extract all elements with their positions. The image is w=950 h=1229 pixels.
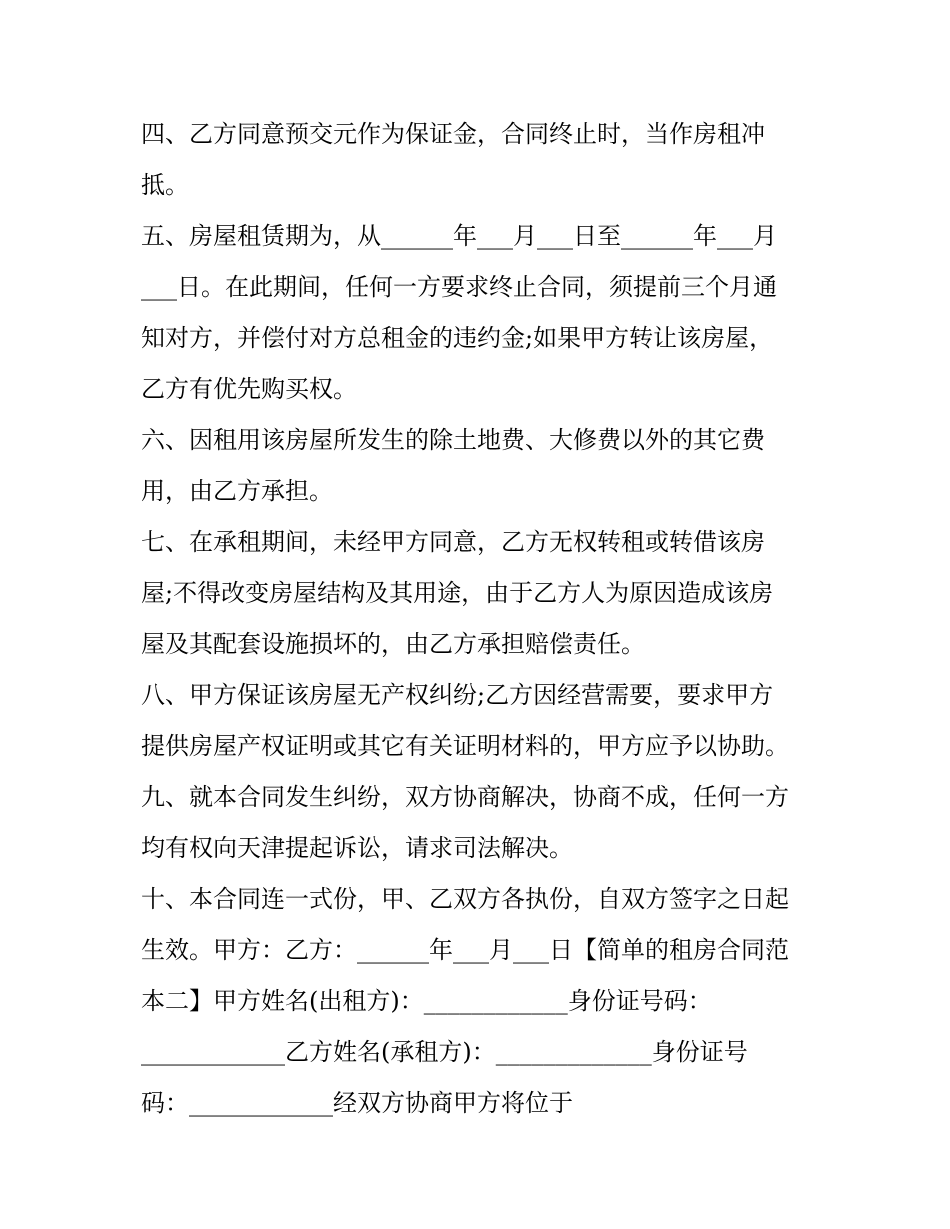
text-line: 用，由乙方承担。	[141, 477, 333, 505]
text-line: 知对方，并偿付对方总租金的违约金;如果甲方转让该房屋，	[141, 324, 774, 352]
text-line: 十、本合同连一式份，甲、乙双方各执份，自双方签字之日起	[141, 885, 789, 913]
text-line: 五、房屋租赁期为，从______年___月___日至______年___月	[141, 222, 777, 250]
text-line: 本二】甲方姓名(出租方)：____________身份证号码：	[141, 987, 712, 1015]
text-line: 六、因租用该房屋所发生的除土地费、大修费以外的其它费	[141, 426, 765, 454]
contract-text	[141, 109, 821, 1129]
text-line: 七、在承租期间，未经甲方同意，乙方无权转租或转借该房	[141, 528, 765, 556]
text-line: ___日。在此期间，任何一方要求终止合同，须提前三个月通	[141, 273, 777, 301]
text-line: 屋及其配套设施损坏的，由乙方承担赔偿责任。	[141, 630, 645, 658]
text-line: 抵。	[141, 171, 189, 199]
text-line: 八、甲方保证该房屋无产权纠纷;乙方因经营需要，要求甲方	[141, 681, 774, 709]
text-line: 均有权向天津提起诉讼，请求司法解决。	[141, 834, 573, 862]
text-line: 提供房屋产权证明或其它有关证明材料的，甲方应予以协助。	[141, 732, 789, 760]
text-line: 九、就本合同发生纠纷，双方协商解决，协商不成，任何一方	[141, 783, 789, 811]
text-line: 屋;不得改变房屋结构及其用途，由于乙方人为原因造成该房	[141, 579, 774, 607]
text-line: ____________乙方姓名(承租方)：_____________身份证号	[141, 1038, 748, 1066]
text-line: 四、乙方同意预交元作为保证金，合同终止时，当作房租冲	[141, 120, 765, 148]
text-line: 乙方有优先购买权。	[141, 375, 357, 403]
text-line: 码：____________经双方协商甲方将位于	[141, 1089, 573, 1117]
text-line: 生效。甲方：乙方：______年___月___日【简单的租房合同范	[141, 936, 789, 964]
